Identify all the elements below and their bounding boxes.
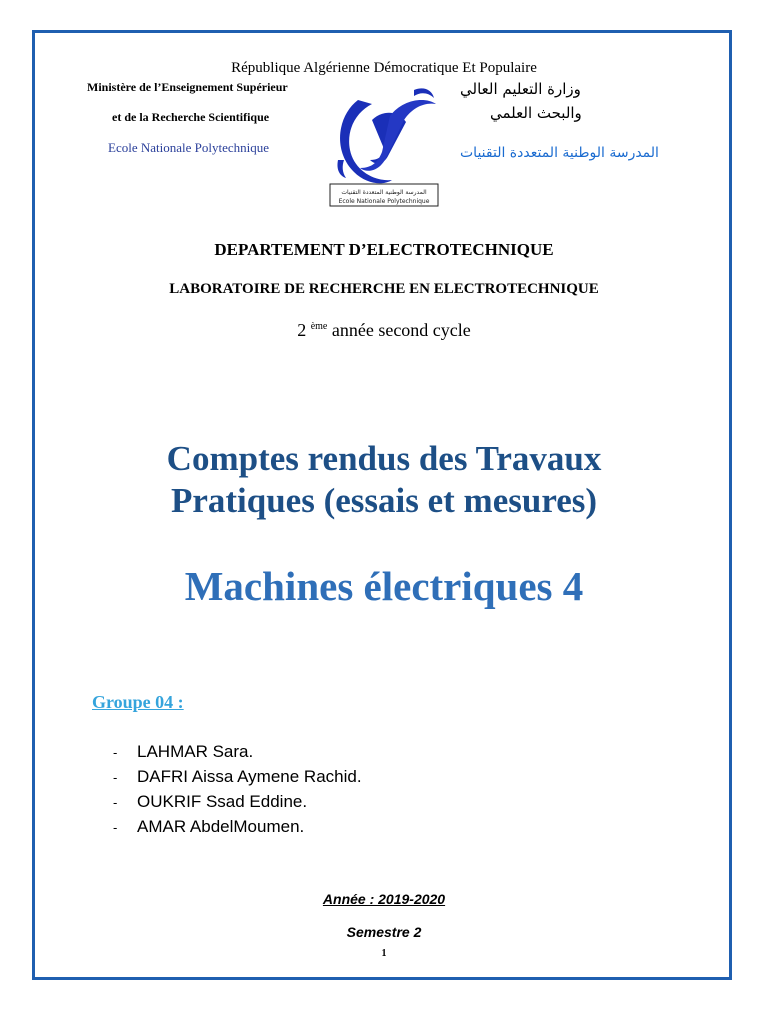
list-item xyxy=(113,740,362,765)
arabic-ministry-line-2: والبحث العلمي xyxy=(490,104,582,122)
member-name: DAFRI Aissa Aymene Rachid. xyxy=(137,767,362,786)
republic-heading: République Algérienne Démocratique Et Populaire xyxy=(231,60,537,76)
list-item xyxy=(113,765,362,790)
study-year xyxy=(0,320,768,341)
member-name: AMAR AbdelMoumen. xyxy=(137,817,305,836)
group-label: Groupe 04 : xyxy=(92,692,184,712)
year-superscript: ème xyxy=(310,321,328,332)
academic-year: Année : 2019-2020 xyxy=(322,891,446,907)
list-item xyxy=(113,815,362,840)
report-title xyxy=(0,438,768,522)
arabic-ministry-line-1: وزارة التعليم العالي xyxy=(460,80,581,98)
report-title-line-2: Pratiques (essais et mesures) xyxy=(170,481,598,520)
year-number: 2 xyxy=(297,320,307,340)
page-number: 1 xyxy=(381,948,387,959)
ministry-line-2: et de la Recherche Scientifique xyxy=(112,110,270,124)
arabic-school-name: المدرسة الوطنية المتعددة التقنيات xyxy=(460,145,659,161)
department-heading: DEPARTEMENT D’ELECTROTECHNIQUE xyxy=(214,240,554,259)
laboratory-heading: LABORATOIRE DE RECHERCHE EN ELECTROTECHNIQUE xyxy=(169,281,599,297)
list-bullet: - xyxy=(113,745,118,760)
members-list xyxy=(113,740,362,840)
list-bullet: - xyxy=(113,820,118,835)
member-name: OUKRIF Ssad Eddine. xyxy=(137,792,308,811)
logo-caption-ar: المدرسة الوطنية المتعددة التقنيات xyxy=(341,189,427,196)
semester: Semestre 2 xyxy=(346,924,422,940)
list-bullet: - xyxy=(113,770,118,785)
list-bullet: - xyxy=(113,795,118,810)
ministry-line-1: Ministère de l’Enseignement Supérieur xyxy=(87,80,288,94)
report-title-line-1: Comptes rendus des Travaux xyxy=(166,439,602,478)
school-name-fr: Ecole Nationale Polytechnique xyxy=(108,140,270,155)
cycle-text: année second cycle xyxy=(327,320,471,340)
school-logo xyxy=(328,80,440,208)
list-item xyxy=(113,790,362,815)
subject-title: Machines électriques 4 xyxy=(184,563,584,609)
member-name: LAHMAR Sara. xyxy=(137,742,254,761)
logo-caption-fr: Ecole Nationale Polytechnique xyxy=(338,198,430,205)
